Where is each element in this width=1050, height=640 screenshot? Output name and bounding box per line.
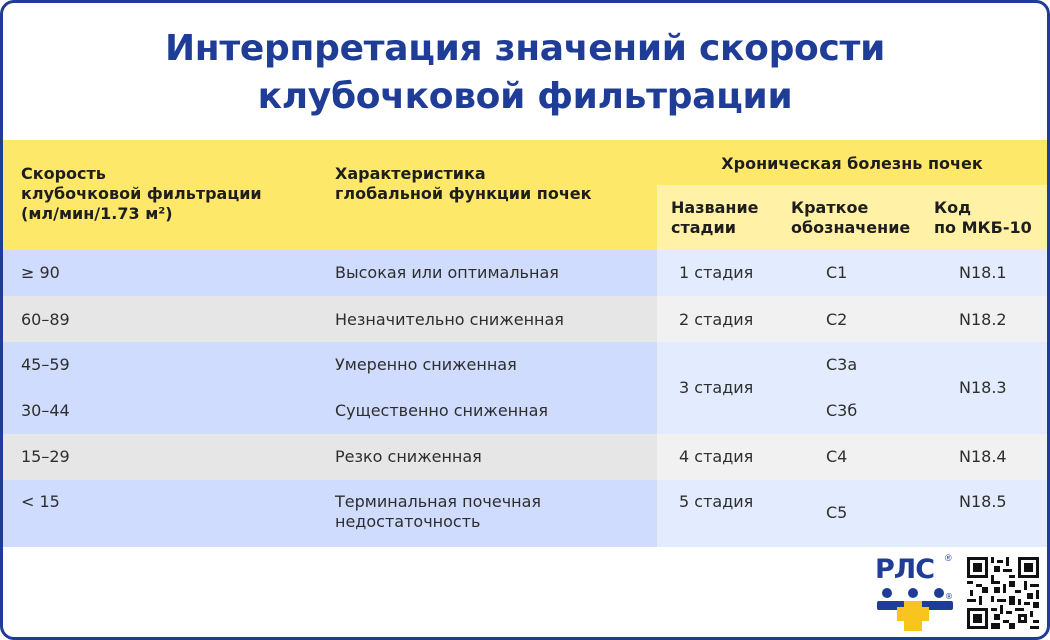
header-short-name: Краткое обозначение <box>791 198 911 237</box>
table-cell-characteristic: Терминальная почечная недостаточность <box>335 492 542 531</box>
table-cell-characteristic: Умеренно сниженная <box>335 355 517 374</box>
rls-logo <box>875 555 955 635</box>
svg-text:®: ® <box>945 592 953 601</box>
table-cell-characteristic: Резко сниженная <box>335 447 482 466</box>
table-cell-gfr: 45–59 <box>21 355 70 374</box>
rls-people-cross-icon <box>875 585 955 635</box>
table-cell-gfr: < 15 <box>21 492 60 511</box>
table-cell-characteristic: Высокая или оптимальная <box>335 263 559 282</box>
table-cell-code: N18.3 <box>959 378 1007 397</box>
table-cell-short: С4 <box>826 447 848 466</box>
table-cell-code: N18.4 <box>959 447 1007 466</box>
header-gfr: Скорость клубочковой фильтрации (мл/мин/1.73 м²) <box>21 164 262 223</box>
table-cell-short: С3а <box>826 355 858 374</box>
table-cell-stage: 4 стадия <box>679 447 754 466</box>
row-5-bg-right <box>657 480 1047 547</box>
table-cell-gfr: 15–29 <box>21 447 70 466</box>
table-cell-stage: 3 стадия <box>679 378 754 397</box>
table-cell-gfr: 30–44 <box>21 401 70 420</box>
table-cell-stage: 2 стадия <box>679 310 754 329</box>
table-cell-code: N18.5 <box>959 492 1007 511</box>
table-cell-short: С5 <box>826 503 848 522</box>
qr-code[interactable] <box>967 557 1039 629</box>
page-title <box>3 25 1047 121</box>
table-cell-gfr: ≥ 90 <box>21 263 60 282</box>
rls-logo-reg: ® <box>945 553 952 563</box>
table-cell-stage: 1 стадия <box>679 263 754 282</box>
header-stage-name: Название стадии <box>671 198 759 237</box>
table-cell-gfr: 60–89 <box>21 310 70 329</box>
row-5-bg <box>3 480 657 547</box>
rls-logo-text: РЛС <box>875 554 935 585</box>
table-cell-short: С1 <box>826 263 848 282</box>
header-icd-code: Код по МКБ-10 <box>934 198 1032 237</box>
table-cell-short: С2 <box>826 310 848 329</box>
table-cell-stage: 5 стадия <box>679 492 754 511</box>
table-cell-characteristic: Существенно сниженная <box>335 401 549 420</box>
row-4-bg <box>3 434 657 480</box>
row-3-bg <box>3 342 657 434</box>
table-cell-characteristic: Незначительно сниженная <box>335 310 564 329</box>
table-cell-code: N18.2 <box>959 310 1007 329</box>
header-ckd: Хроническая болезнь почек <box>721 154 983 173</box>
table-cell-code: N18.1 <box>959 263 1007 282</box>
table-cell-short: С3б <box>826 401 858 420</box>
row-1-bg <box>3 250 657 296</box>
title-line-2: клубочковой фильтрации <box>257 76 793 117</box>
header-characteristic: Характеристика глобальной функции почек <box>335 164 592 203</box>
title-line-1: Интерпретация значений скорости <box>164 28 886 69</box>
